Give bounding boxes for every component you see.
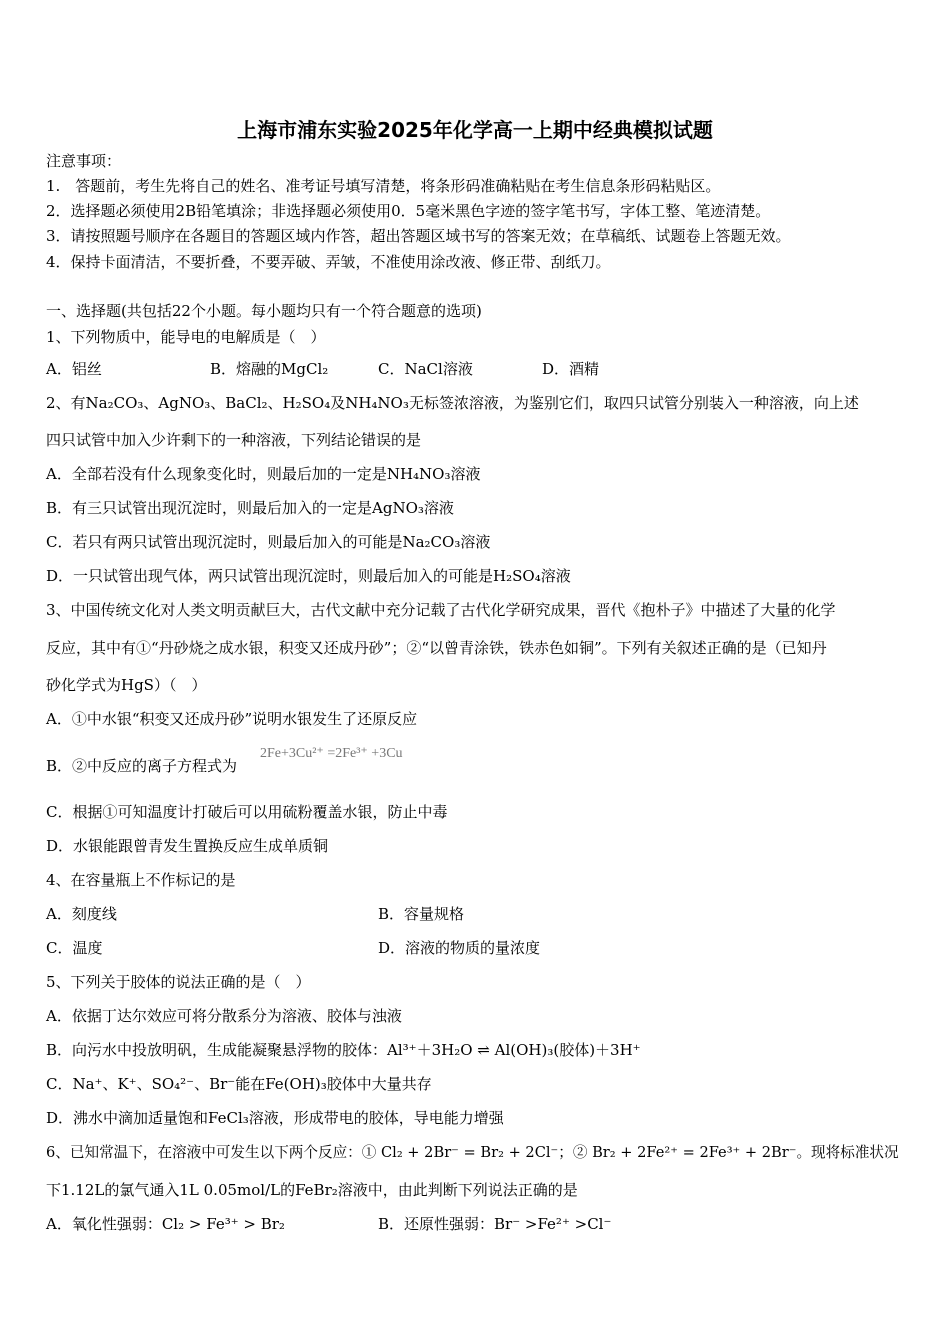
q5-option-d: D．沸水中滴加适量饱和FeCl₃溶液，形成带电的胶体，导电能力增强 (46, 1109, 504, 1127)
section-heading: 一、选择题(共包括22个小题。每小题均只有一个符合题意的选项) (46, 302, 482, 320)
question-2-stem: 2、有Na₂CO₃、AgNO₃、BaCl₂、H₂SO₄及NH₄NO₃无标签浓溶液，为鉴别它们，取四只试管分别装入一种溶液，向上述 (46, 394, 859, 412)
q2-option-d: D．一只试管出现气体，两只试管出现沉淀时，则最后加入的可能是H₂SO₄溶液 (46, 567, 571, 585)
question-5-stem: 5、下列关于胶体的说法正确的是（ ） (46, 973, 311, 991)
question-3-stem: 反应，其中有①“丹砂烧之成水银，积变又还成丹砂”；②“以曾青涂铁，铁赤色如铜”。下列有关叙述正确的是（已知丹 (46, 639, 827, 657)
q1-option-c: C．NaCl溶液 (378, 360, 473, 378)
q6-option-b: B．还原性强弱：Br⁻ >Fe²⁺ >Cl⁻ (378, 1215, 612, 1233)
q1-option-b: B．熔融的MgCl₂ (210, 360, 329, 378)
q3-equation-image: 2Fe+3Cu²⁺ =2Fe³⁺ +3Cu (260, 746, 403, 761)
question-1-stem: 1、下列物质中，能导电的电解质是（ ） (46, 328, 326, 346)
q4-option-a: A．刻度线 (46, 905, 117, 923)
q3-option-d: D．水银能跟曾青发生置换反应生成单质铜 (46, 837, 329, 855)
page-title: 上海市浦东实验2025年化学高一上期中经典模拟试题 (237, 118, 713, 142)
note-item: 1. 答题前，考生先将自己的姓名、准考证号填写清楚，将条形码准确粘贴在考生信息条形码粘贴区。 (46, 177, 721, 195)
note-item: 4．保持卡面清洁，不要折叠，不要弄破、弄皱，不准使用涂改液、修正带、刮纸刀。 (46, 253, 611, 271)
q2-option-c: C．若只有两只试管出现沉淀时，则最后加入的可能是Na₂CO₃溶液 (46, 533, 491, 551)
q6-option-a: A．氧化性强弱：Cl₂ > Fe³⁺ > Br₂ (46, 1215, 285, 1233)
q3-option-c: C．根据①可知温度计打破后可以用硫粉覆盖水银，防止中毒 (46, 803, 448, 821)
q1-option-d: D．酒精 (542, 360, 600, 378)
question-6-stem: 下1.12L的氯气通入1L 0.05mol/L的FeBr₂溶液中，由此判断下列说法正确的是 (46, 1181, 578, 1199)
question-2-stem: 四只试管中加入少许剩下的一种溶液，下列结论错误的是 (46, 431, 422, 449)
q4-option-b: B．容量规格 (378, 905, 465, 923)
q3-option-b: B．②中反应的离子方程式为 (46, 757, 238, 775)
q5-option-a: A．依据丁达尔效应可将分散系分为溶液、胶体与浊液 (46, 1007, 402, 1025)
q2-option-a: A．全部若没有什么现象变化时，则最后加的一定是NH₄NO₃溶液 (46, 465, 481, 483)
q1-option-a: A．铝丝 (46, 360, 102, 378)
question-3-stem: 3、中国传统文化对人类文明贡献巨大，古代文献中充分记载了古代化学研究成果，晋代《抱朴子》中描述了大量的化学 (46, 601, 836, 619)
question-6-stem: 6、已知常温下，在溶液中可发生以下两个反应：① Cl₂ + 2Br⁻ = Br₂ + 2Cl⁻；② Br₂ + 2Fe²⁺ = 2Fe³⁺ + 2Br⁻。现将标准状况 (46, 1144, 899, 1161)
q5-option-b: B．向污水中投放明矾，生成能凝聚悬浮物的胶体：Al³⁺＋3H₂O ⇌ Al(OH)₃(胶体)＋3H⁺ (46, 1041, 641, 1059)
notes-heading: 注意事项： (46, 152, 122, 170)
q3-option-a: A．①中水银“积变又还成丹砂”说明水银发生了还原反应 (46, 710, 418, 728)
q4-option-d: D．溶液的物质的量浓度 (378, 939, 541, 957)
question-4-stem: 4、在容量瓶上不作标记的是 (46, 871, 236, 889)
note-item: 3．请按照题号顺序在各题目的答题区域内作答，超出答题区域书写的答案无效；在草稿纸、试题卷上答题无效。 (46, 227, 791, 245)
note-item: 2．选择题必须使用2B铅笔填涂；非选择题必须使用0．5毫米黑色字迹的签字笔书写，字体工整、笔迹清楚。 (46, 202, 771, 220)
q2-option-b: B．有三只试管出现沉淀时，则最后加入的一定是AgNO₃溶液 (46, 499, 454, 517)
q4-option-c: C．温度 (46, 939, 103, 957)
question-3-stem: 砂化学式为HgS）（ ） (46, 676, 207, 694)
q5-option-c: C．Na⁺、K⁺、SO₄²⁻、Br⁻能在Fe(OH)₃胶体中大量共存 (46, 1075, 432, 1093)
